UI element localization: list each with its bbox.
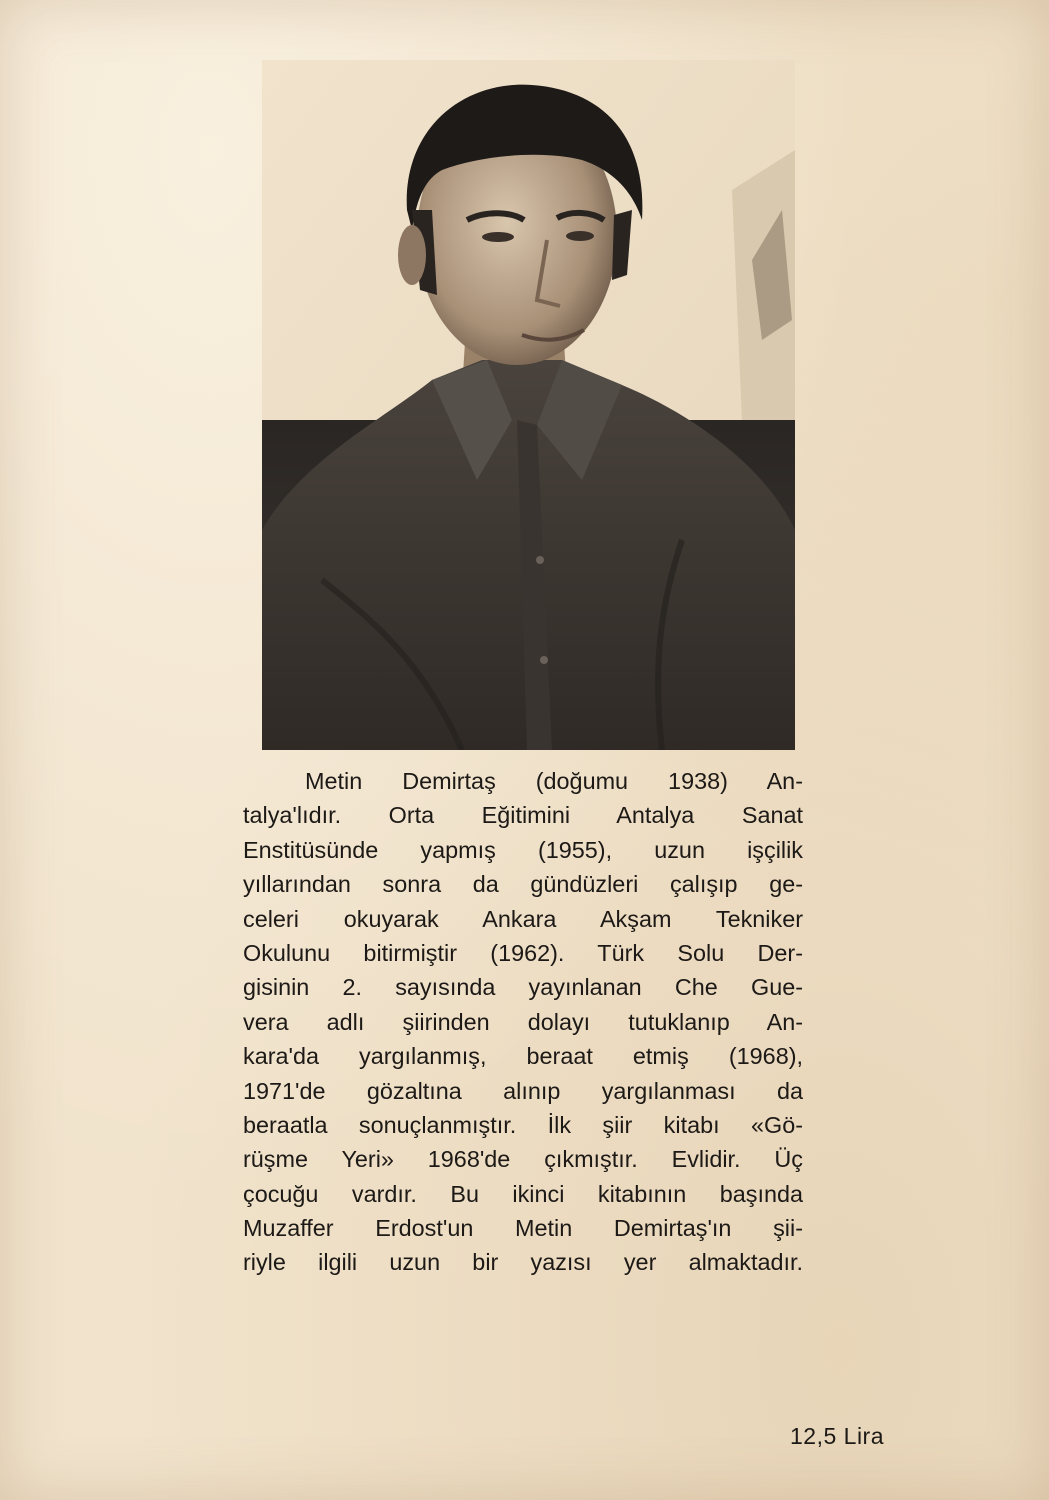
bio-line: talya'lıdır. Orta Eğitimini Antalya Sanat xyxy=(243,802,803,829)
bio-line: 1971'de gözaltına alınıp yargılanması da xyxy=(243,1077,803,1104)
author-biography xyxy=(243,764,803,1280)
bio-line: yıllarından sonra da gündüzleri çalışıp ge- xyxy=(243,871,803,898)
bio-line: Muzaffer Erdost'un Metin Demirtaş'ın şii- xyxy=(243,1215,803,1242)
bio-line: çocuğu vardır. Bu ikinci kitabının başında xyxy=(243,1180,803,1207)
bio-line: rüşme Yeri» 1968'de çıkmıştır. Evlidir. Üç xyxy=(243,1146,803,1173)
bio-line: Metin Demirtaş (doğumu 1938) An- xyxy=(305,768,803,794)
price-label: 12,5 Lira xyxy=(790,1423,885,1449)
bio-line: Okulunu bitirmiştir (1962). Türk Solu Der- xyxy=(243,939,803,966)
bio-line: Enstitüsünde yapmış (1955), uzun işçilik xyxy=(243,836,803,863)
bio-line: kara'da yargılanmış, beraat etmiş (1968), xyxy=(243,1043,803,1070)
author-portrait-photo xyxy=(262,60,795,750)
bio-line: riyle ilgili uzun bir yazısı yer almaktadır. xyxy=(243,1249,803,1276)
bio-line: gisinin 2. sayısında yayınlanan Che Gue- xyxy=(243,974,803,1001)
bio-line: vera adlı şiirinden dolayı tutuklanıp An- xyxy=(243,1008,803,1035)
bio-line: celeri okuyarak Ankara Akşam Tekniker xyxy=(243,905,803,932)
bio-line: beraatla sonuçlanmıştır. İlk şiir kitabı «Gö- xyxy=(243,1111,803,1138)
